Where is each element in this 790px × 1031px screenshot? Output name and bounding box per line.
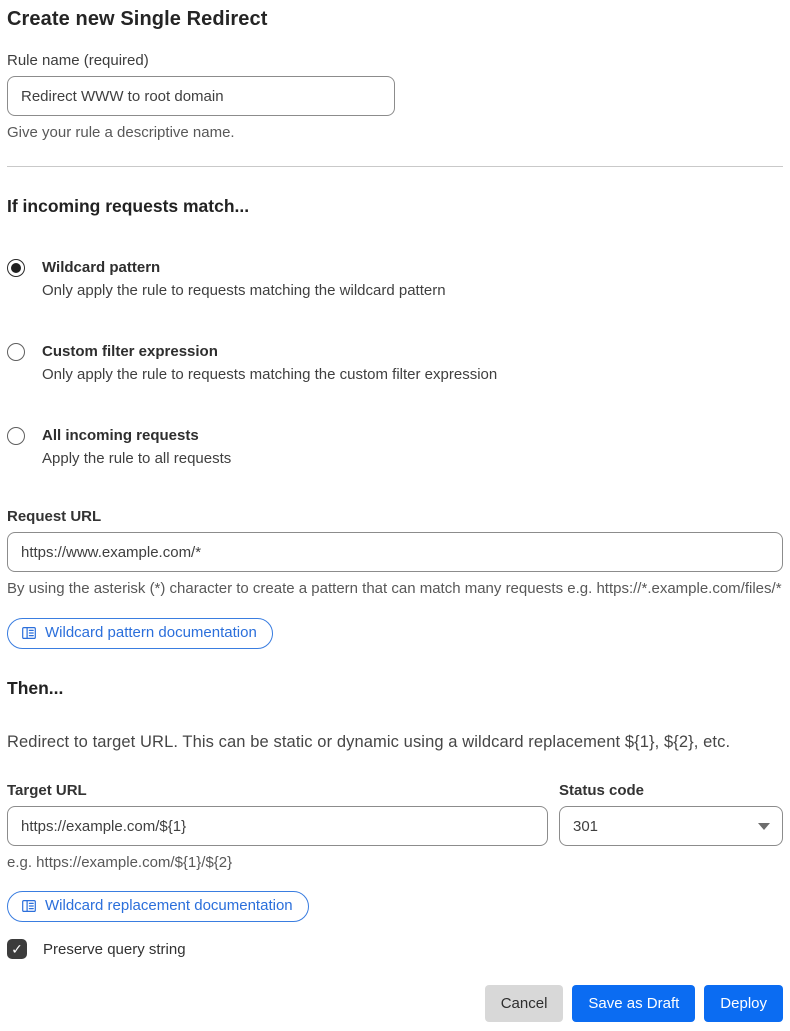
book-icon — [21, 625, 37, 641]
preserve-query-row — [7, 939, 783, 959]
radio-option-wildcard-pattern[interactable] — [7, 257, 783, 303]
radio-description: Apply the rule to all requests — [42, 450, 232, 467]
radio-option-all-requests[interactable] — [7, 425, 783, 471]
request-url-field — [7, 508, 783, 649]
footer-actions — [7, 985, 783, 1022]
radio-label: All incoming requests — [42, 427, 199, 444]
target-url-label: Target URL — [7, 782, 87, 799]
rule-name-input[interactable] — [7, 76, 395, 116]
status-code-value: 301 — [573, 817, 599, 835]
cancel-button[interactable]: Cancel — [485, 985, 564, 1022]
radio-description: Only apply the rule to requests matching the wildcard pattern — [42, 282, 446, 299]
target-url-field — [7, 782, 548, 874]
target-url-help: e.g. https://example.com/${1}/${2} — [7, 854, 233, 871]
deploy-button[interactable]: Deploy — [704, 985, 783, 1022]
radio-button-selected[interactable] — [7, 259, 25, 277]
status-code-field — [559, 782, 783, 874]
request-url-input[interactable] — [7, 532, 783, 572]
section-divider — [7, 166, 783, 167]
request-url-help: By using the asterisk (*) character to create a pattern that can match many requests e.g. https://*.example.com/files/* — [7, 580, 782, 597]
status-code-label: Status code — [559, 782, 645, 799]
book-icon — [21, 898, 37, 914]
then-section-heading: Then... — [7, 678, 64, 698]
check-icon: ✓ — [11, 940, 23, 957]
doc-button-label: Wildcard replacement documentation — [45, 897, 293, 914]
match-type-radio-group — [7, 257, 783, 471]
save-as-draft-button[interactable]: Save as Draft — [572, 985, 695, 1022]
page-title: Create new Single Redirect — [7, 8, 268, 30]
caret-down-icon — [758, 823, 770, 830]
status-code-select[interactable] — [559, 806, 783, 846]
preserve-query-label: Preserve query string — [43, 940, 186, 958]
match-section-heading: If incoming requests match... — [7, 196, 250, 216]
rule-name-help: Give your rule a descriptive name. — [7, 124, 235, 141]
rule-name-field — [7, 52, 783, 144]
radio-button[interactable] — [7, 427, 25, 445]
radio-option-custom-filter[interactable] — [7, 341, 783, 387]
preserve-query-checkbox[interactable] — [7, 939, 27, 959]
radio-button[interactable] — [7, 343, 25, 361]
target-url-input[interactable] — [7, 806, 548, 846]
then-section-description: Redirect to target URL. This can be static or dynamic using a wildcard replacement ${1}, ${2}, etc. — [7, 733, 731, 751]
wildcard-pattern-docs-button[interactable] — [7, 618, 273, 649]
rule-name-label: Rule name (required) — [7, 52, 149, 69]
radio-description: Only apply the rule to requests matching the custom filter expression — [42, 366, 498, 383]
request-url-label: Request URL — [7, 508, 102, 525]
doc-button-label: Wildcard pattern documentation — [45, 624, 257, 641]
target-and-status-row — [7, 782, 783, 874]
wildcard-replacement-docs-button[interactable] — [7, 891, 309, 922]
radio-label: Custom filter expression — [42, 343, 218, 360]
radio-label: Wildcard pattern — [42, 259, 161, 276]
